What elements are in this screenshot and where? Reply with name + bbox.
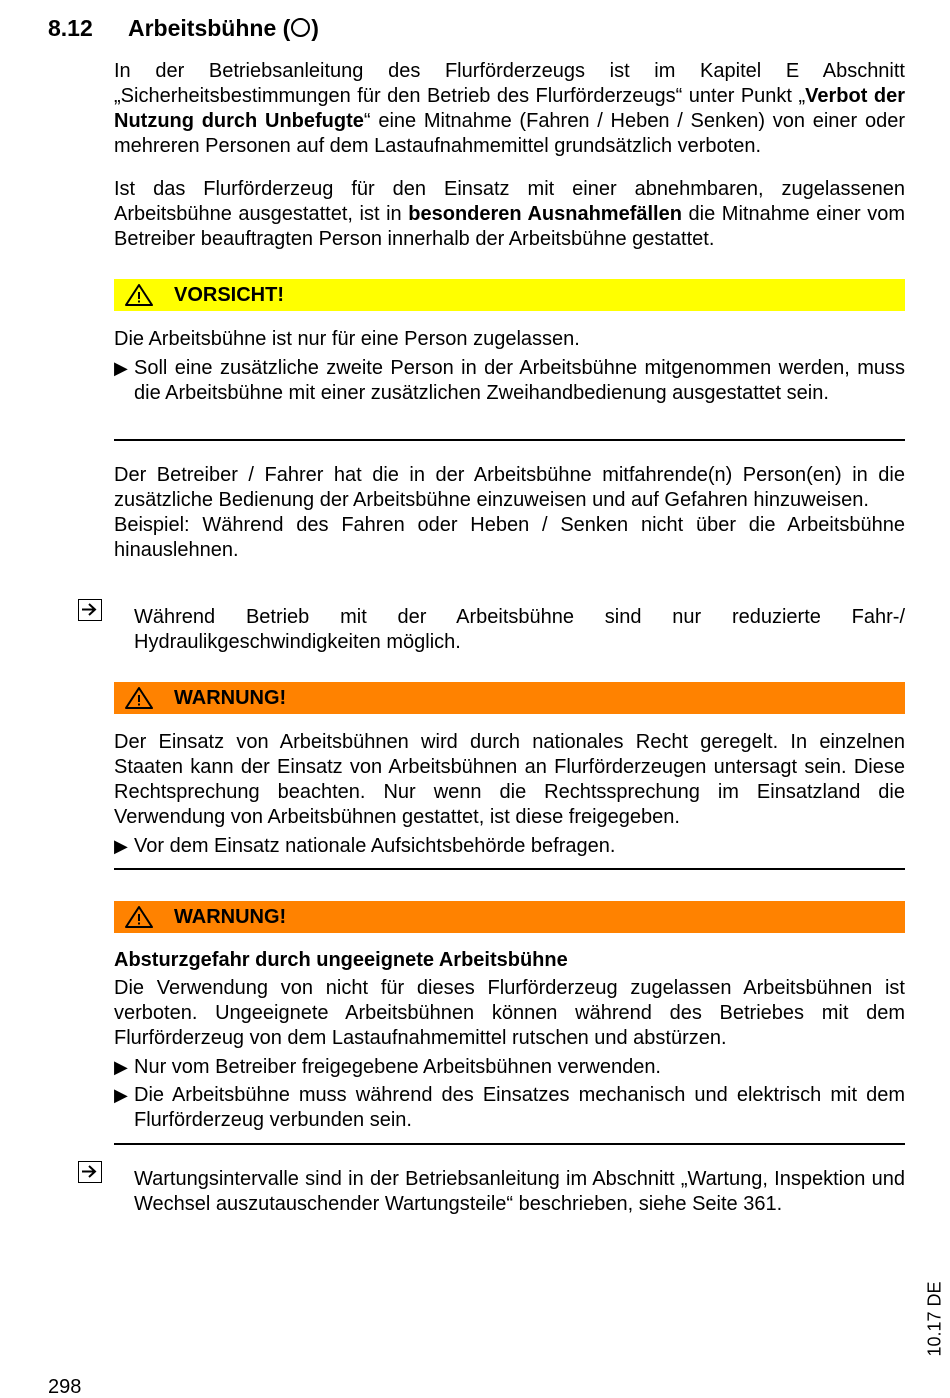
caution-content: [114, 327, 905, 406]
operator-paragraph: [114, 463, 905, 563]
bullet-triangle-icon: ▶: [114, 1085, 128, 1105]
optional-circle-icon: [291, 18, 310, 37]
divider: [114, 868, 905, 870]
warning-2-bullet-1-text: Nur vom Betreiber freigegebene Arbeitsbühnen verwenden.: [134, 1056, 661, 1078]
intro2-bold-text: besonderen Ausnahmefällen: [408, 203, 682, 225]
warning-1-label: WARNUNG!: [174, 687, 287, 709]
warning-triangle-icon: [124, 283, 154, 307]
section-heading: [48, 14, 319, 42]
arrow-right-icon: [78, 599, 102, 621]
intro2-text: Ist das Flurförderzeug für den Einsatz mit einer abnehmbaren, zugelassenen Arbeitsbühne ausgestattet, ist in: [114, 178, 905, 225]
intro-text-end: “ eine Mitnahme (Fahren / Heben / Senken) von einer oder mehreren Personen auf dem Lastaufnahmemittel grundsätzlich verboten.: [114, 110, 905, 157]
section-title: Arbeitsbühne (: [128, 15, 291, 41]
note-1-text: Während Betrieb mit der Arbeitsbühne sind nur reduzierte Fahr-/ Hydraulikgeschwindigkeiten möglich.: [134, 606, 905, 653]
warning-2-bullet-1: [114, 1055, 905, 1080]
note-1: [134, 605, 905, 655]
caution-bullet-text: Soll eine zusätzliche zweite Person in der Arbeitsbühne mitgenommen werden, muss die Arbeitsbühne mit einer zusätzlichen Zweihandbedienung ausgestattet sein.: [134, 357, 905, 404]
warning-2-label: WARNUNG!: [174, 906, 287, 928]
warning-triangle-icon: [124, 905, 154, 929]
intro-paragraph-1: [114, 59, 905, 159]
page-number: 298: [48, 1376, 82, 1398]
warning-2-subheading: Absturzgefahr durch ungeeignete Arbeitsbühne: [114, 949, 568, 971]
warning-2-bullet-2: [114, 1083, 905, 1133]
divider: [114, 439, 905, 441]
divider: [114, 1143, 905, 1145]
operator-example: Beispiel: Während des Fahren oder Heben / Senken nicht über die Arbeitsbühne hinauslehnen.: [114, 514, 905, 561]
bullet-triangle-icon: ▶: [114, 836, 128, 856]
warning-1-text: Der Einsatz von Arbeitsbühnen wird durch nationales Recht geregelt. In einzelnen Staaten kann der Einsatz von Arbeitsbühnen an Flurförderzeugen untersagt sein. Diese Rechtsprechung beachten. Nur wenn die Rechtssprechung im Einsatzland die Verwendung von Arbeitsbühnen gestattet, ist diese freigegeben.: [114, 731, 905, 828]
warning-2-text: Die Verwendung von nicht für dieses Flurförderzeug zugelassen Arbeitsbühnen ist verboten. Ungeeignete Arbeitsbühnen können während des Betriebes mit dem Flurförderzeug von dem Lastaufnahmemittel rutschen und abstürzen.: [114, 977, 905, 1049]
operator-text: Der Betreiber / Fahrer hat die in der Arbeitsbühne mitfahrende(n) Person(en) in die zusätzliche Bedienung der Arbeitsbühne einzuweisen und auf Gefahren hinzuweisen.: [114, 464, 905, 511]
bullet-triangle-icon: ▶: [114, 358, 128, 378]
caution-label: VORSICHT!: [174, 284, 284, 306]
intro-text: In der Betriebsanleitung des Flurförderzeugs ist im Kapitel E Abschnitt „Sicherheitsbestimmungen für den Betrieb des Flurförderzeugs“ unter Punkt „: [114, 60, 905, 107]
note-2-text: Wartungsintervalle sind in der Betriebsanleitung im Abschnitt „Wartung, Inspektion und Wechsel auszutauschender Wartungsteile“ beschrieben, siehe Seite 361.: [134, 1168, 905, 1215]
intro2-text-end: die Mitnahme einer vom Betreiber beauftragten Person innerhalb der Arbeitsbühne gestattet.: [114, 203, 906, 250]
section-title-close: ): [311, 15, 319, 41]
section-number: 8.12: [48, 15, 93, 41]
edition-label: [923, 1283, 947, 1355]
intro-bold-text: Verbot der Nutzung durch Unbefugte: [114, 85, 905, 132]
caution-text: Die Arbeitsbühne ist nur für eine Person zugelassen.: [114, 328, 580, 350]
warning-triangle-icon: [124, 686, 154, 710]
edition-text: 10.17 DE: [924, 1281, 945, 1357]
caution-bullet: [114, 356, 905, 406]
bullet-triangle-icon: ▶: [114, 1057, 128, 1077]
warning-1-bullet-text: Vor dem Einsatz nationale Aufsichtsbehörde befragen.: [134, 835, 616, 857]
warning-1-bullet: [114, 834, 905, 859]
caution-banner: [114, 279, 905, 311]
warning-banner-1: [114, 682, 905, 714]
warning-2-bullet-2-text: Die Arbeitsbühne muss während des Einsatzes mechanisch und elektrisch mit dem Flurförderzeug verbunden sein.: [134, 1084, 905, 1131]
warning-banner-2: [114, 901, 905, 933]
warning-1-content: [114, 730, 905, 859]
arrow-right-icon: [78, 1161, 102, 1183]
intro-paragraph-2: [114, 177, 905, 252]
note-2: [134, 1167, 905, 1217]
warning-2-content: [114, 948, 905, 1133]
